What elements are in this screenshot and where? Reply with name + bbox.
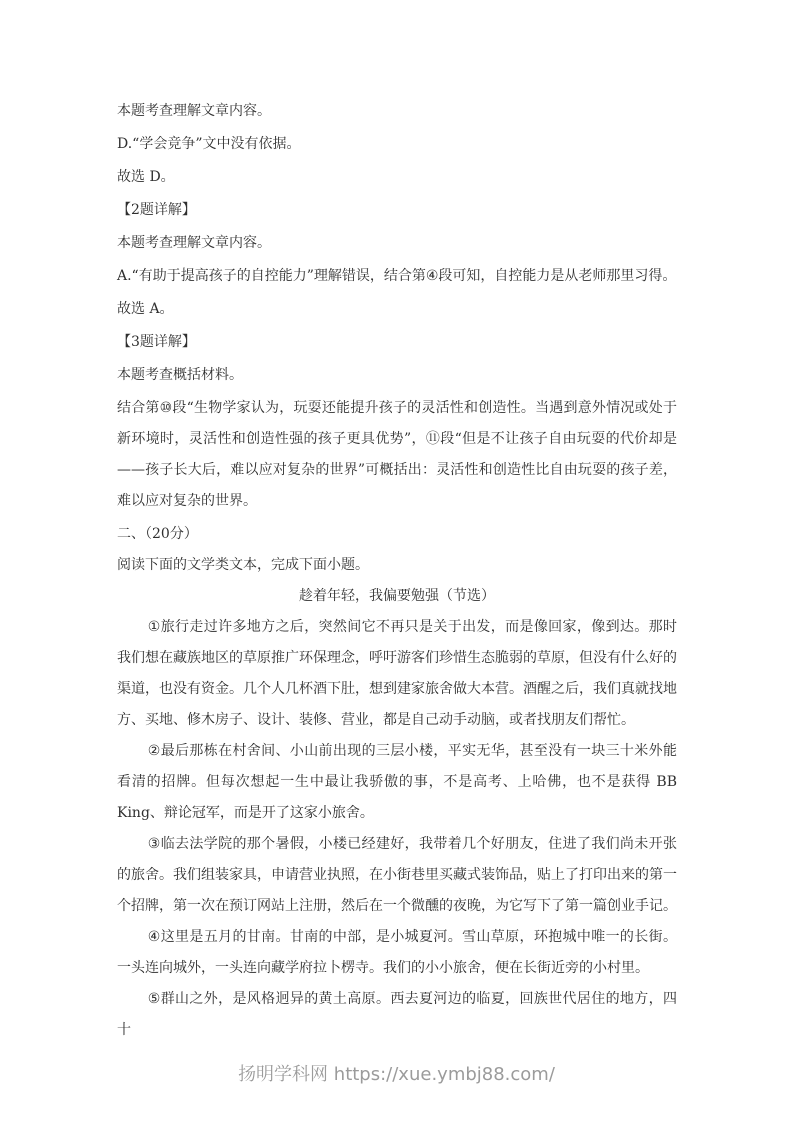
explanation-paragraph: 结合第⑩段“生物学家认为，玩耍还能提升孩子的灵活性和创造性。当遇到意外情况或处于新环境时，灵活性和创造性强的孩子更具优势”，⑪段“但是不让孩子自由玩耍的代价却是——孩子长大后，难以应对复杂的世界”可概括出：灵活性和创造性比自由玩耍的孩子差，难以应对复杂的世界。 bbox=[117, 400, 677, 509]
section-two-heading: 二、（20分） bbox=[117, 526, 198, 542]
passage-paragraph-4: ④这里是五月的甘南。甘南的中部，是小城夏河。雪山草原，环抱城中唯一的长街。一头连向城外，一头连向藏学府拉卜楞寺。我们的小小旅舍，便在长街近旁的小村里。 bbox=[117, 929, 677, 976]
passage-paragraph-2: ②最后那栋在村舍间、小山前出现的三层小楼，平实无华，甚至没有一块三十米外能看清的招牌。但每次想起一生中最让我骄傲的事，不是高考、上哈佛，也不是获得 BB King、辩论冠军，而是开了这家小旅舍。 bbox=[117, 743, 677, 821]
passage-paragraph-3: ③临去法学院的那个暑假，小楼已经建好，我带着几个好朋友，住进了我们尚未开张的旅舍。我们组装家具，申请营业执照，在小街巷里买藏式装饰品，贴上了打印出来的第一个招牌，第一次在预订网站上注册，然后在一个微醺的夜晚，为它写下了第一篇创业手记。 bbox=[117, 836, 677, 914]
document-text-block bbox=[117, 96, 677, 1046]
passage-paragraph-5: ⑤群山之外，是风格迥异的黄土高原。西去夏河边的临夏，回族世代居住的地方，四十 bbox=[117, 991, 677, 1038]
question-2-heading: 【2题详解】 bbox=[117, 202, 196, 218]
footer-site-text: 扬明学科网 https://xue.ymbj88.com/ bbox=[238, 1064, 555, 1085]
explanation-line: D.“学会竞争”文中没有依据。 bbox=[117, 136, 301, 152]
explanation-line: 故选 D。 bbox=[117, 169, 175, 185]
explanation-line: 本题考查概括材料。 bbox=[117, 367, 243, 383]
explanation-line: 本题考查理解文章内容。 bbox=[117, 103, 271, 119]
footer-watermark bbox=[0, 1062, 793, 1088]
passage-paragraph-1: ①旅行走过许多地方之后，突然间它不再只是关于出发，而是像回家，像到达。那时我们想在藏族地区的草原推广环保理念，呼吁游客们珍惜生态脆弱的草原，但没有什么好的渠道，也没有资金。几个人几杯酒下肚，想到建家旅舍做大本营。酒醒之后，我们真就找地方、买地、修木房子、设计、装修、营业，都是自己动手动脑，或者找朋友们帮忙。 bbox=[117, 619, 677, 728]
explanation-line: 本题考查理解文章内容。 bbox=[117, 235, 271, 251]
explanation-line: A.“有助于提高孩子的自控能力”理解错误，结合第④段可知，自控能力是从老师那里习得。 bbox=[117, 268, 677, 284]
passage-title: 趁着年轻，我偏要勉强（节选） bbox=[299, 588, 495, 604]
question-3-heading: 【3题详解】 bbox=[117, 334, 196, 350]
reading-instruction: 阅读下面的文学类文本，完成下面小题。 bbox=[117, 557, 369, 573]
explanation-line: 故选 A。 bbox=[117, 301, 174, 317]
